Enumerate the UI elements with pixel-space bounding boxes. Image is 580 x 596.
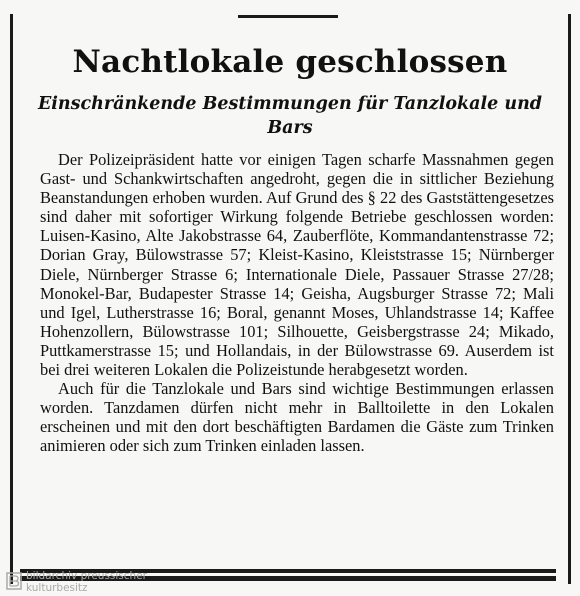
left-border-rule <box>10 14 13 584</box>
article-paragraph-2: Auch für die Tanzlokale und Bars sind wichtige Bestimmungen erlassen worden. Tanzdamen dürfen nicht mehr in Balltoilette in den Lokalen erscheinen und mit den dort beschäftigten Bardamen die Gäste zum Trinken animieren oder sich zum Trinken einladen lassen. <box>40 379 554 456</box>
watermark-line-2: kulturbesitz <box>26 582 88 594</box>
article-paragraph-1: Der Polizeipräsident hatte vor einigen Tagen scharfe Massnahmen gegen Gast- und Schankwirtschaften angedroht, gegen die in sittlicher Beziehung Beanstandungen erhoben wurden. Auf Grund des § 22 des Gaststättengesetzes sind daher mit sofortiger Wirkung folgende Betriebe geschlossen worden: Luisen-Kasino, Alte Jakobstrasse 64, Zauberflöte, Kommandantenstrasse 72; Dorian Gray, Bülowstrasse 57; Kleist-Kasino, Kleiststrasse 15; Nürnberger Diele, Nürnberger Strasse 6; Internationale Diele, Passauer Strasse 27/28; Monokel-Bar, Budapester Strasse 14; Geisha, Augsburger Strasse 72; Mali und Igel, Lutherstrasse 16; Boral, genannt Moses, Uhlandstrasse 14; Kaffee Hohenzollern, Bülowstrasse 101; Silhouette, Geisbergstrasse 24; Mikado, Puttkamerstrasse 15; und Hollandais, in der Bülowstrasse 69. Auserdem ist bei drei weiteren Lokalen die Polizeistunde herabgesetzt worden. <box>40 150 554 380</box>
watermark-line-1: bildarchiv preussischer <box>26 570 147 582</box>
right-border-rule <box>568 14 571 584</box>
article-subheadline: Einschränkende Bestimmungen für Tanzlokale und Bars <box>37 94 543 138</box>
article-headline: Nachtlokale geschlossen <box>72 44 508 80</box>
watermark-text <box>26 570 186 594</box>
article-body <box>40 150 554 456</box>
bpk-logo-icon <box>6 572 22 590</box>
top-rule <box>238 15 338 18</box>
